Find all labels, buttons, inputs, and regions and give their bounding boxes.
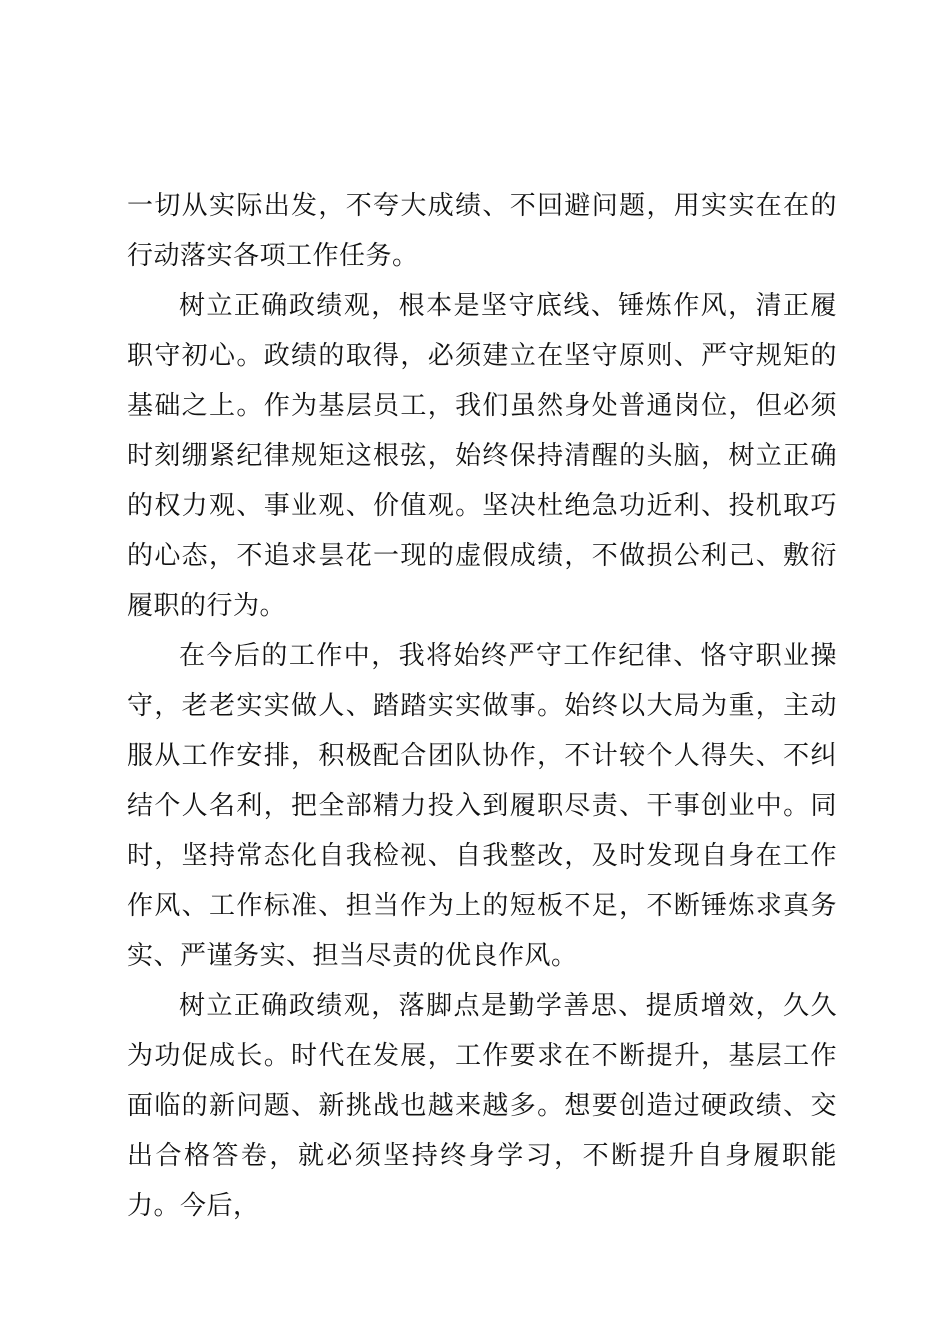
paragraph-political-achievement-bottom-line: 树立正确政绩观，根本是坚守底线、锤炼作风，清正履职守初心。政绩的取得，必须建立在坚守原则、严守规矩的基础之上。作为基层员工，我们虽然身处普通岗位，但必须时刻绷紧纪律规矩这根弦，始终保持清醒的头脑，树立正确的权力观、事业观、价值观。坚决杜绝急功近利、投机取巧的心态，不追求昙花一现的虚假成绩，不做损公利己、敷衍履职的行为。 xyxy=(127,291,837,621)
document-body xyxy=(127,181,837,1231)
paragraph-learning-efficiency: 树立正确政绩观，落脚点是勤学善思、提质增效，久久为功促成长。时代在发展，工作要求在不断提升，基层工作面临的新问题、新挑战也越来越多。想要创造过硬政绩、交出合格答卷，就必须坚持终身学习，不断提升自身履职能力。今后， xyxy=(127,991,837,1221)
paragraph-future-work-discipline: 在今后的工作中，我将始终严守工作纪律、恪守职业操守，老老实实做人、踏踏实实做事。始终以大局为重，主动服从工作安排，积极配合团队协作，不计较个人得失、不纠结个人名利，把全部精力投入到履职尽责、干事创业中。同时，坚持常态化自我检视、自我整改，及时发现自身在工作作风、工作标准、担当作为上的短板不足，不断锤炼求真务实、严谨务实、担当尽责的优良作风。 xyxy=(127,641,837,971)
paragraph-continuation: 一切从实际出发，不夸大成绩、不回避问题，用实实在在的行动落实各项工作任务。 xyxy=(127,191,837,271)
